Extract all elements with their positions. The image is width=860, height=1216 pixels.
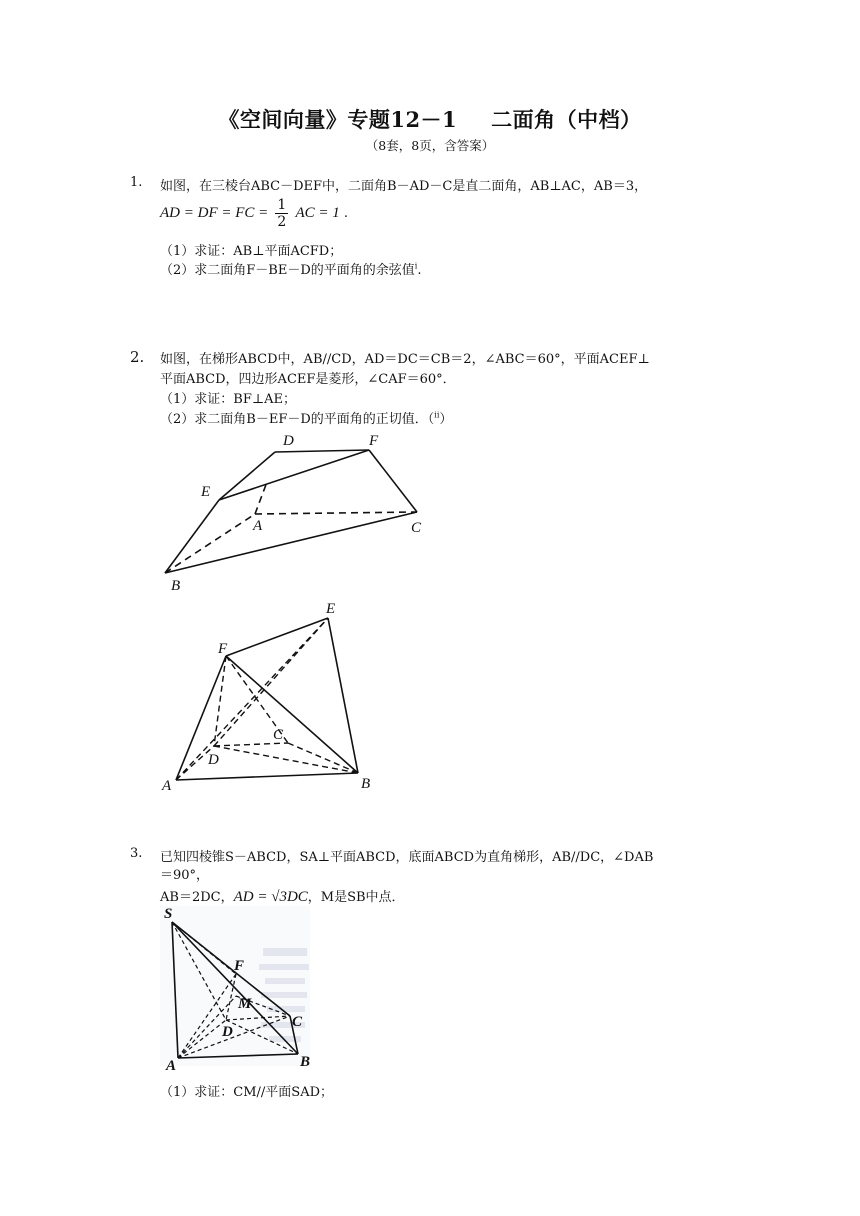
problem-2-q1: （1）求证：BF⊥AE； (160, 392, 296, 407)
problem-1-formula (160, 197, 348, 230)
fig1-label-D: D (283, 433, 294, 449)
fig2-label-E: E (326, 601, 336, 617)
formula-left: AD = DF = FC = (160, 205, 269, 221)
fig3-label-M: M (238, 996, 252, 1012)
problem-1-q1: （1）求证：AB⊥平面ACFD； (160, 244, 343, 259)
fig1-label-C: C (411, 520, 422, 536)
fig1-label-A: A (253, 518, 263, 534)
fig2-label-F: F (218, 641, 228, 657)
problem-3-line2: ＝90°， (160, 868, 210, 883)
title-part-1: 《空间向量》专题12－1 (218, 107, 458, 132)
document-title (0, 104, 860, 134)
problem-2-q2-end: ） (439, 412, 453, 427)
problem-3-formula: AD = √3DC (233, 889, 308, 905)
fig1-label-B: B (171, 578, 181, 594)
problem-2-figure-2 (158, 598, 388, 798)
endnote-ref-ii: ii (434, 410, 440, 420)
problem-1-number: 1. (130, 175, 143, 190)
problem-3-figure (158, 902, 328, 1072)
endnote-ref-i: i (414, 261, 418, 271)
problem-3-q1: （1）求证：CM//平面SAD； (160, 1085, 334, 1100)
fraction-numerator: 1 (277, 197, 287, 213)
problem-1-line1: 如图，在三棱台ABC－DEF中，二面角B－AD－C是直二面角，AB⊥AC，AB＝3， (160, 179, 648, 194)
fig1-label-E: E (201, 484, 211, 500)
fig3-label-D: D (222, 1024, 233, 1040)
formula-end: . (343, 206, 349, 221)
fig2-label-D: D (208, 752, 219, 768)
problem-3-line1: 已知四棱锥S－ABCD，SA⊥平面ABCD，底面ABCD为直角梯形，AB//DC，∠DAB (160, 850, 654, 865)
problem-1-q2-text: （2）求二面角F－BE－D的平面角的余弦值 (160, 263, 415, 278)
fraction (275, 197, 288, 230)
fig3-label-S: S (164, 906, 173, 922)
problem-2-figure-1 (155, 428, 455, 598)
problem-1-q2-end: . (417, 263, 422, 278)
fraction-denominator: 2 (277, 214, 287, 230)
problem-2-q2 (160, 408, 452, 427)
problem-3-line3-a: AB＝2DC， (160, 890, 234, 905)
problem-2-line2: 平面ABCD，四边形ACEF是菱形，∠CAF＝60°． (160, 372, 456, 387)
problem-2-number: 2. (130, 348, 145, 366)
fig2-label-B: B (361, 776, 371, 792)
problem-1-q2 (160, 259, 421, 278)
document-subtitle: （8套，8页，含答案） (365, 138, 495, 153)
formula-right: AC = 1 (295, 205, 340, 221)
problem-3-line3-b: ，M是SB中点． (307, 890, 405, 905)
problem-2-q2-text: （2）求二面角B－EF－D的平面角的正切值．（ (160, 412, 435, 427)
fig3-label-C: C (292, 1014, 303, 1030)
problem-2-line1: 如图，在梯形ABCD中，AB//CD，AD＝DC＝CB＝2，∠ABC＝60°，平面ACEF⊥ (160, 352, 650, 367)
fig2-label-A: A (162, 778, 172, 794)
fig3-label-F: F (234, 958, 245, 974)
fig2-label-C: C (273, 727, 284, 743)
fig1-label-F: F (369, 433, 379, 449)
fig3-label-B: B (300, 1054, 311, 1070)
title-part-2: 二面角（中档） (491, 107, 642, 132)
fig3-label-A: A (166, 1058, 177, 1072)
problem-3-number: 3. (130, 846, 143, 861)
